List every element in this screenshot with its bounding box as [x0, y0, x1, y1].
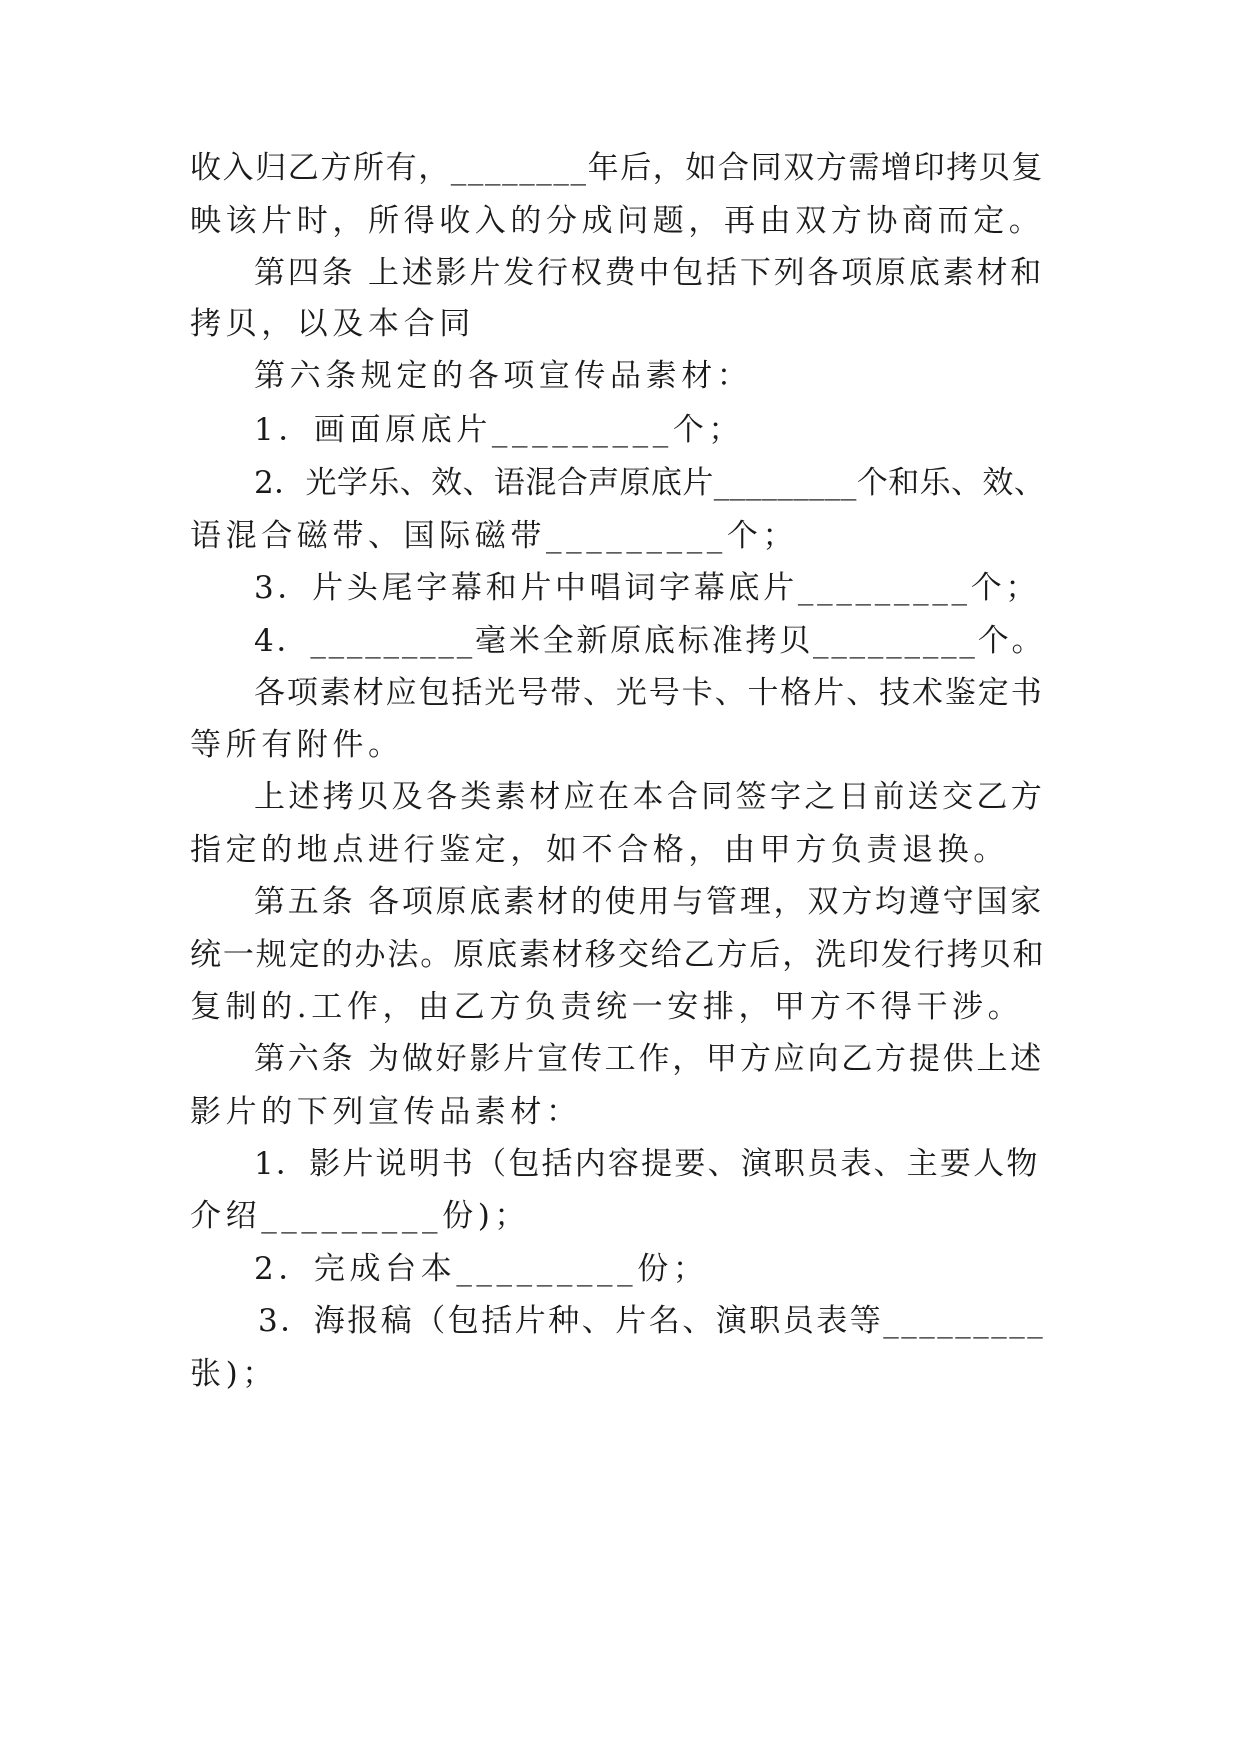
text-line: 等所有附件。: [190, 727, 404, 763]
text-line: 张)；: [190, 1356, 278, 1392]
text-line: 收入归乙方所有，________年后，如合同双方需增印拷贝复: [190, 150, 1044, 186]
list-item: 2．光学乐、效、语混合声原底片_________个和乐、效、: [254, 465, 1046, 501]
article-4-heading-line: 第四条 上述影片发行权费中包括下列各项原底素材和: [254, 255, 1045, 291]
text-line: 复制的.工作，由乙方负责统一安排，甲方不得干涉。: [190, 989, 1024, 1025]
text-line: 第六条规定的各项宣传品素材：: [254, 358, 753, 394]
text-line: 语混合磁带、国际磁带_________个；: [190, 518, 799, 554]
list-item: 3．片头尾字幕和片中唱词字幕底片_________个；: [254, 570, 1041, 606]
list-item: 2．完成台本_________份；: [254, 1251, 709, 1287]
article-5-heading-line: 第五条 各项原底素材的使用与管理，双方均遵守国家: [254, 884, 1045, 920]
text-line: 映该片时，所得收入的分成问题，再由双方协商而定。: [190, 203, 1045, 239]
list-item: 4．_________毫米全新原底标准拷贝_________个。: [254, 623, 1046, 659]
text-line: 统一规定的办法。原底素材移交给乙方后，洗印发行拷贝和: [190, 937, 1046, 973]
list-item: 1．影片说明书（包括内容提要、演职员表、主要人物: [254, 1146, 1040, 1182]
list-item: 3．海报稿（包括片种、片名、演职员表等_________: [258, 1303, 1046, 1339]
text-line: 上述拷贝及各类素材应在本合同签字之日前送交乙方: [254, 779, 1046, 815]
text-line: 拷贝，以及本合同: [190, 306, 475, 342]
text-line: 各项素材应包括光号带、光号卡、十格片、技术鉴定书: [254, 675, 1044, 711]
text-line: 指定的地点进行鉴定，如不合格，由甲方负责退换。: [190, 832, 1009, 868]
list-item: 1．画面原底片_________个；: [254, 412, 745, 448]
text-line: 影片的下列宣传品素材：: [190, 1094, 582, 1130]
text-line: 介绍_________份)；: [190, 1198, 530, 1234]
article-6-heading-line: 第六条 为做好影片宣传工作，甲方应向乙方提供上述: [254, 1041, 1045, 1077]
